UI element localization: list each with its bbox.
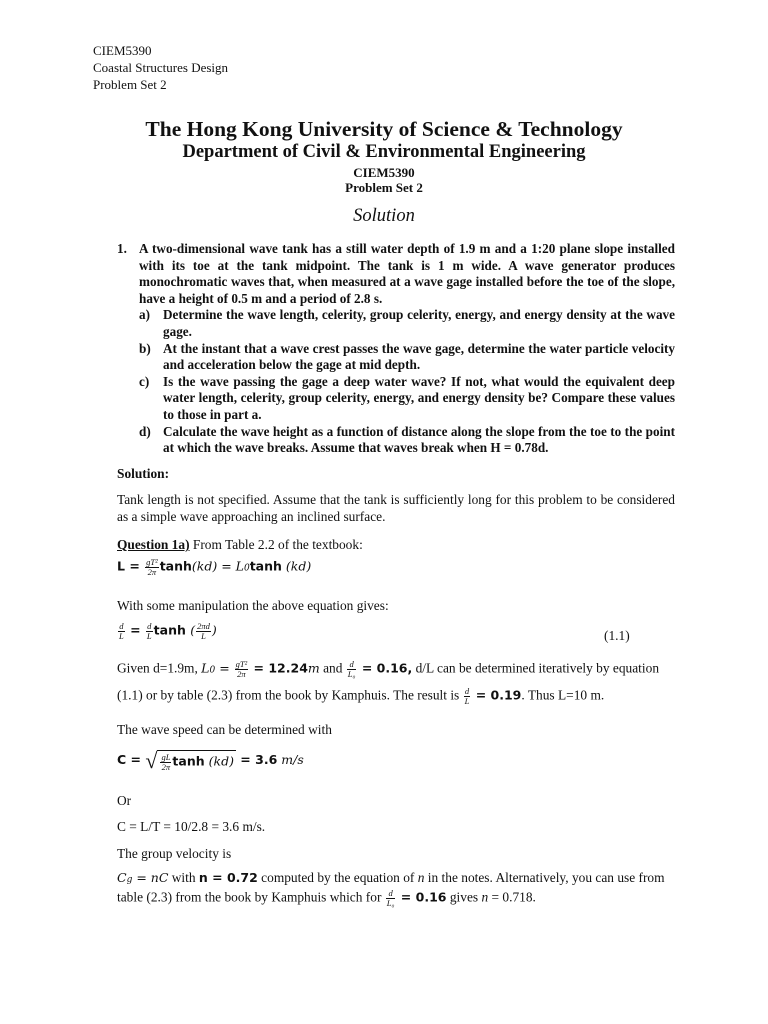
equation-1-1: $\frac{d}{L}$ = $\frac{d}{L}$ tanh ( $\frac{2\pi d}{L}$ ) [119,621,217,641]
manipulation-text: With some manipulation the above equation gives: [117,598,389,613]
header-course: CIEM5390 [93,43,152,58]
question-part-b [139,340,675,374]
question-number: 1. [117,241,127,256]
q1a-intro [117,536,675,553]
part-label: b) [139,340,151,356]
equation-number: (1.1) [604,628,630,643]
part-text: At the instant that a wave crest passes the wave gage, determine the water particle velocity and acceleration below the gage at mid depth. [163,340,675,373]
given-line-1: Given d=1.9m, L0 = $\frac{\text{gT²}}{2\pi}$ = 12.24m and $\frac{d}{\text{L₀}}$ = 0.16, d/L can be determined iteratively by equation [117,659,660,679]
problem-set-title: Problem Set 2 [345,180,423,195]
group-intro: The group velocity is [117,846,232,861]
given-line-2: (1.1) or by table (2.3) from the book by Kamphuis. The result is $\frac{d}{L}$ = 0.19. Thus L=10 m. [117,686,605,706]
q1a-text: From Table 2.2 of the textbook: [189,537,363,552]
header-problem-set: Problem Set 2 [93,77,167,92]
part-label: a) [139,307,150,323]
part-label: d) [139,423,151,439]
department-title: Department of Civil & Environmental Engineering [182,142,586,162]
header-subject: Coastal Structures Design [93,60,229,75]
speed-intro: The wave speed can be determined with [117,722,332,737]
group-line-1: Cg = nC with n = 0.72 computed by the equation of n in the notes. Alternatively, you can use from [117,870,665,885]
document-header [93,42,228,93]
c-line: C = L/T = 10/2.8 = 3.6 m/s. [117,819,266,834]
part-text: Calculate the wave height as a function of distance along the slope from the toe to the point at which the wave breaks. Assume that waves break when H = 0.78d. [163,423,675,456]
solution-heading: Solution: [117,466,170,481]
question-part-c [139,373,675,424]
part-text: Is the wave passing the gage a deep water wave? If not, what would the equivalent deep water length, celerity, group celerity, energy, and energy density be? Compare these values to those in part a. [163,373,675,422]
course-code: CIEM5390 [353,165,415,180]
solution-title: Solution [353,206,415,226]
university-title: The Hong Kong University of Science & Technology [145,117,623,141]
question-1 [117,241,675,457]
solution-intro: Tank length is not specified. Assume that the tank is sufficiently long for this problem to be considered as a simple wave approaching an inclined surface. [117,492,675,524]
or-text: Or [117,793,132,808]
question-part-a [139,307,675,340]
part-text: Determine the wave length, celerity, group celerity, energy, and energy density at the wave gage. [163,307,675,339]
q1a-label: Question 1a) [117,537,190,552]
wavelength-equation: L = $\frac{\text{gT²}}{2\pi}$ tanh(kd) = L0tanh (kd) [117,557,312,577]
part-label: c) [139,373,150,389]
question-text: A two-dimensional wave tank has a still water depth of 1.9 m and a 1:20 plane slope installed with its toe at the tank midpoint. The tank is 1 m wide. A wave generator produces monochromatic waves that, when measured at a wave gage installed before the toe of the slope, have a height of 0.5 m and a period of 2.8 s. [139,241,675,306]
group-line-2: table (2.3) from the book by Kamphuis which for $\frac{d}{\text{L₀}}$ = 0.16 gives n = 0.718. [117,888,536,908]
question-part-d [139,423,675,457]
celerity-equation: C = √ $\frac{gL}{2\pi}$ tanh (kd) = 3.6 m/s [117,748,304,773]
